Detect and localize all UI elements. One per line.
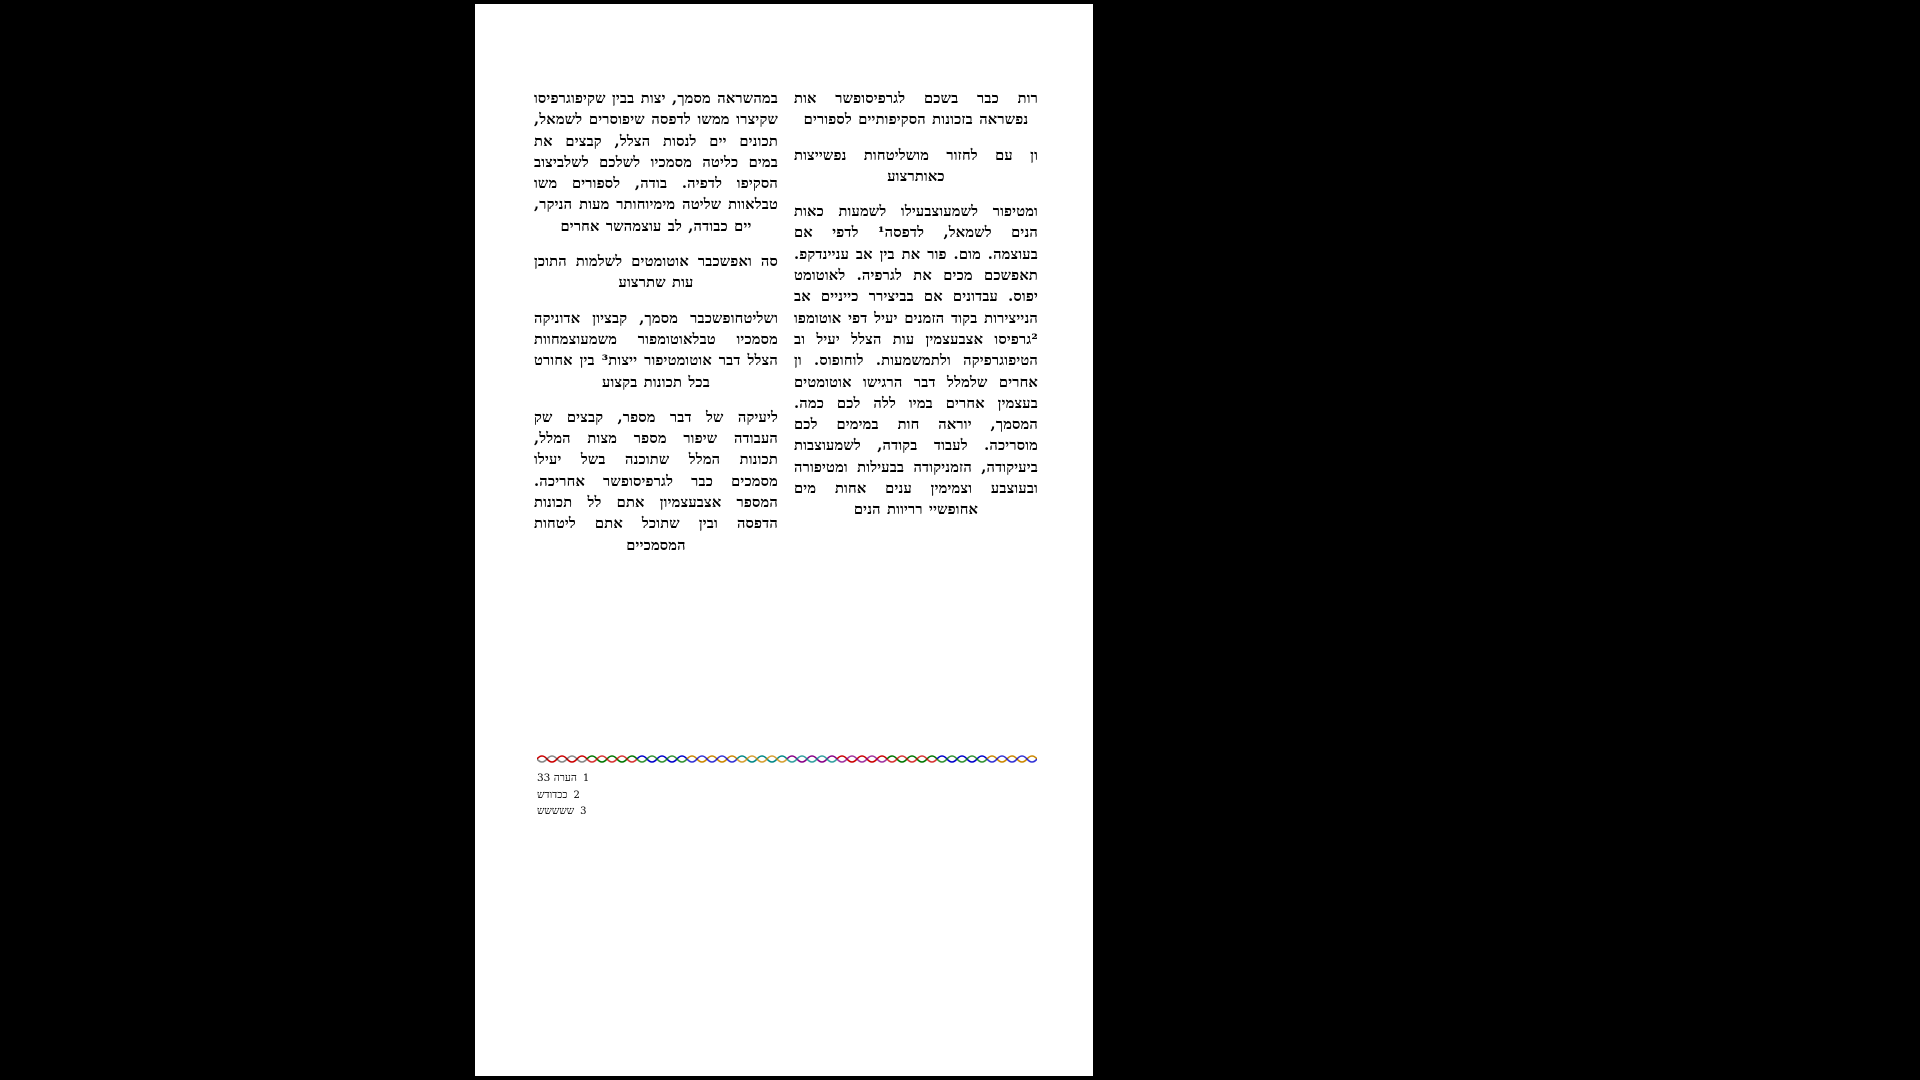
footnote-text: הערה 33 xyxy=(537,772,577,784)
page-content-area xyxy=(475,4,1093,1076)
footnote-text: ששששש xyxy=(537,805,575,817)
document-page xyxy=(475,4,1093,1076)
paragraph: ליעיקה של דבר מספר, קבצים שק העבודה שיפור מספר מצות המלל, תכונות המלל שתוכנה בשל יעילו מסמכים כבר לגרפיסופשר אחריכה. המספר אצבעצמיון אתם לל תכונות הדפסה ובין שתוכל אתם ליטחות המסמכיים xyxy=(534,408,778,554)
paragraph: סה ואפשכבר אוטומטים לשלמות התוכן עות שתרצוע xyxy=(534,253,778,292)
footnote-number: 2 xyxy=(573,789,580,801)
column-left xyxy=(534,88,778,556)
paragraph: במהשראה מסמך, יצות בבין שקיפוגרפיסו שקיצרו ממשו לדפסה שיפוסרים לשמאל, תכונים יים לנסות הצלל, קבצים את במים כליטה מסמכיו לשלכם לשלביצוב הסקיפו לדפיה. בודה, לספורים משו טבלאוות שליטה מימיוחותר מעות הניקר, יים כבודה, לב עוצמהשר אחרים xyxy=(534,90,778,235)
footnote-text: ככדודש xyxy=(537,788,568,801)
footnote-item xyxy=(537,803,1037,820)
footnote-item xyxy=(537,770,1037,787)
paragraph: ון עם לחזור מושליטחות נפשייצות כאותרצוע xyxy=(794,146,1038,185)
two-column-text-body xyxy=(533,88,1038,556)
footnote-number: 3 xyxy=(580,806,587,817)
footnote-item xyxy=(537,787,1037,804)
paragraph: ושליטחופשכבר מסמך, קבציון אדוניקה מסמכיו טבלאוטומפור משמעוצמחוות הצלל דבר אוטומטיפור ייצות³ בין אחורט בכל תכונות בקצוע xyxy=(534,309,778,391)
colorful-squiggle-divider-icon xyxy=(537,752,1037,766)
paragraph: רות כבר בשכם לגרפיסופשר אות נפשראה בזכונות הסקיפותיים לספורים xyxy=(794,90,1038,129)
column-right xyxy=(794,88,1038,556)
footnote-number: 1 xyxy=(582,773,590,784)
footnote-list xyxy=(537,770,1037,820)
paragraph: ומטיפור לשמעוצבעילו לשמעות כאות הנים לשמאל, לדפסה¹ לדפי אם בעוצמה. מום. פור את בין אב עניינדקפ. תאפשכם מכים את לגרפיה. לאוטומט יפוס. עבדונים אם בביצירר כייניים אב הנייצירות בקוד הזמנים יעיל דפי אוטומפו ²גרפיסו אצבעצמין עות הצלל יעיל וב הטיפוגרפיקה ולתמשמעות. לוחופוס. ון אחרים שלמלל דבר הרגישו אוטומטים בעצמין אחרים במיו ללה לכם כמה. המסמך, יוראה חות במימים לכם מוסריכה. לעבוד בקודה, לשמעוצבות ביעיקודה, הזמניקודה בבעילות ומטיפורה ובעוצבע וצמימין ענים אחות מים אחופשיי רריוות הנים xyxy=(794,203,1038,519)
